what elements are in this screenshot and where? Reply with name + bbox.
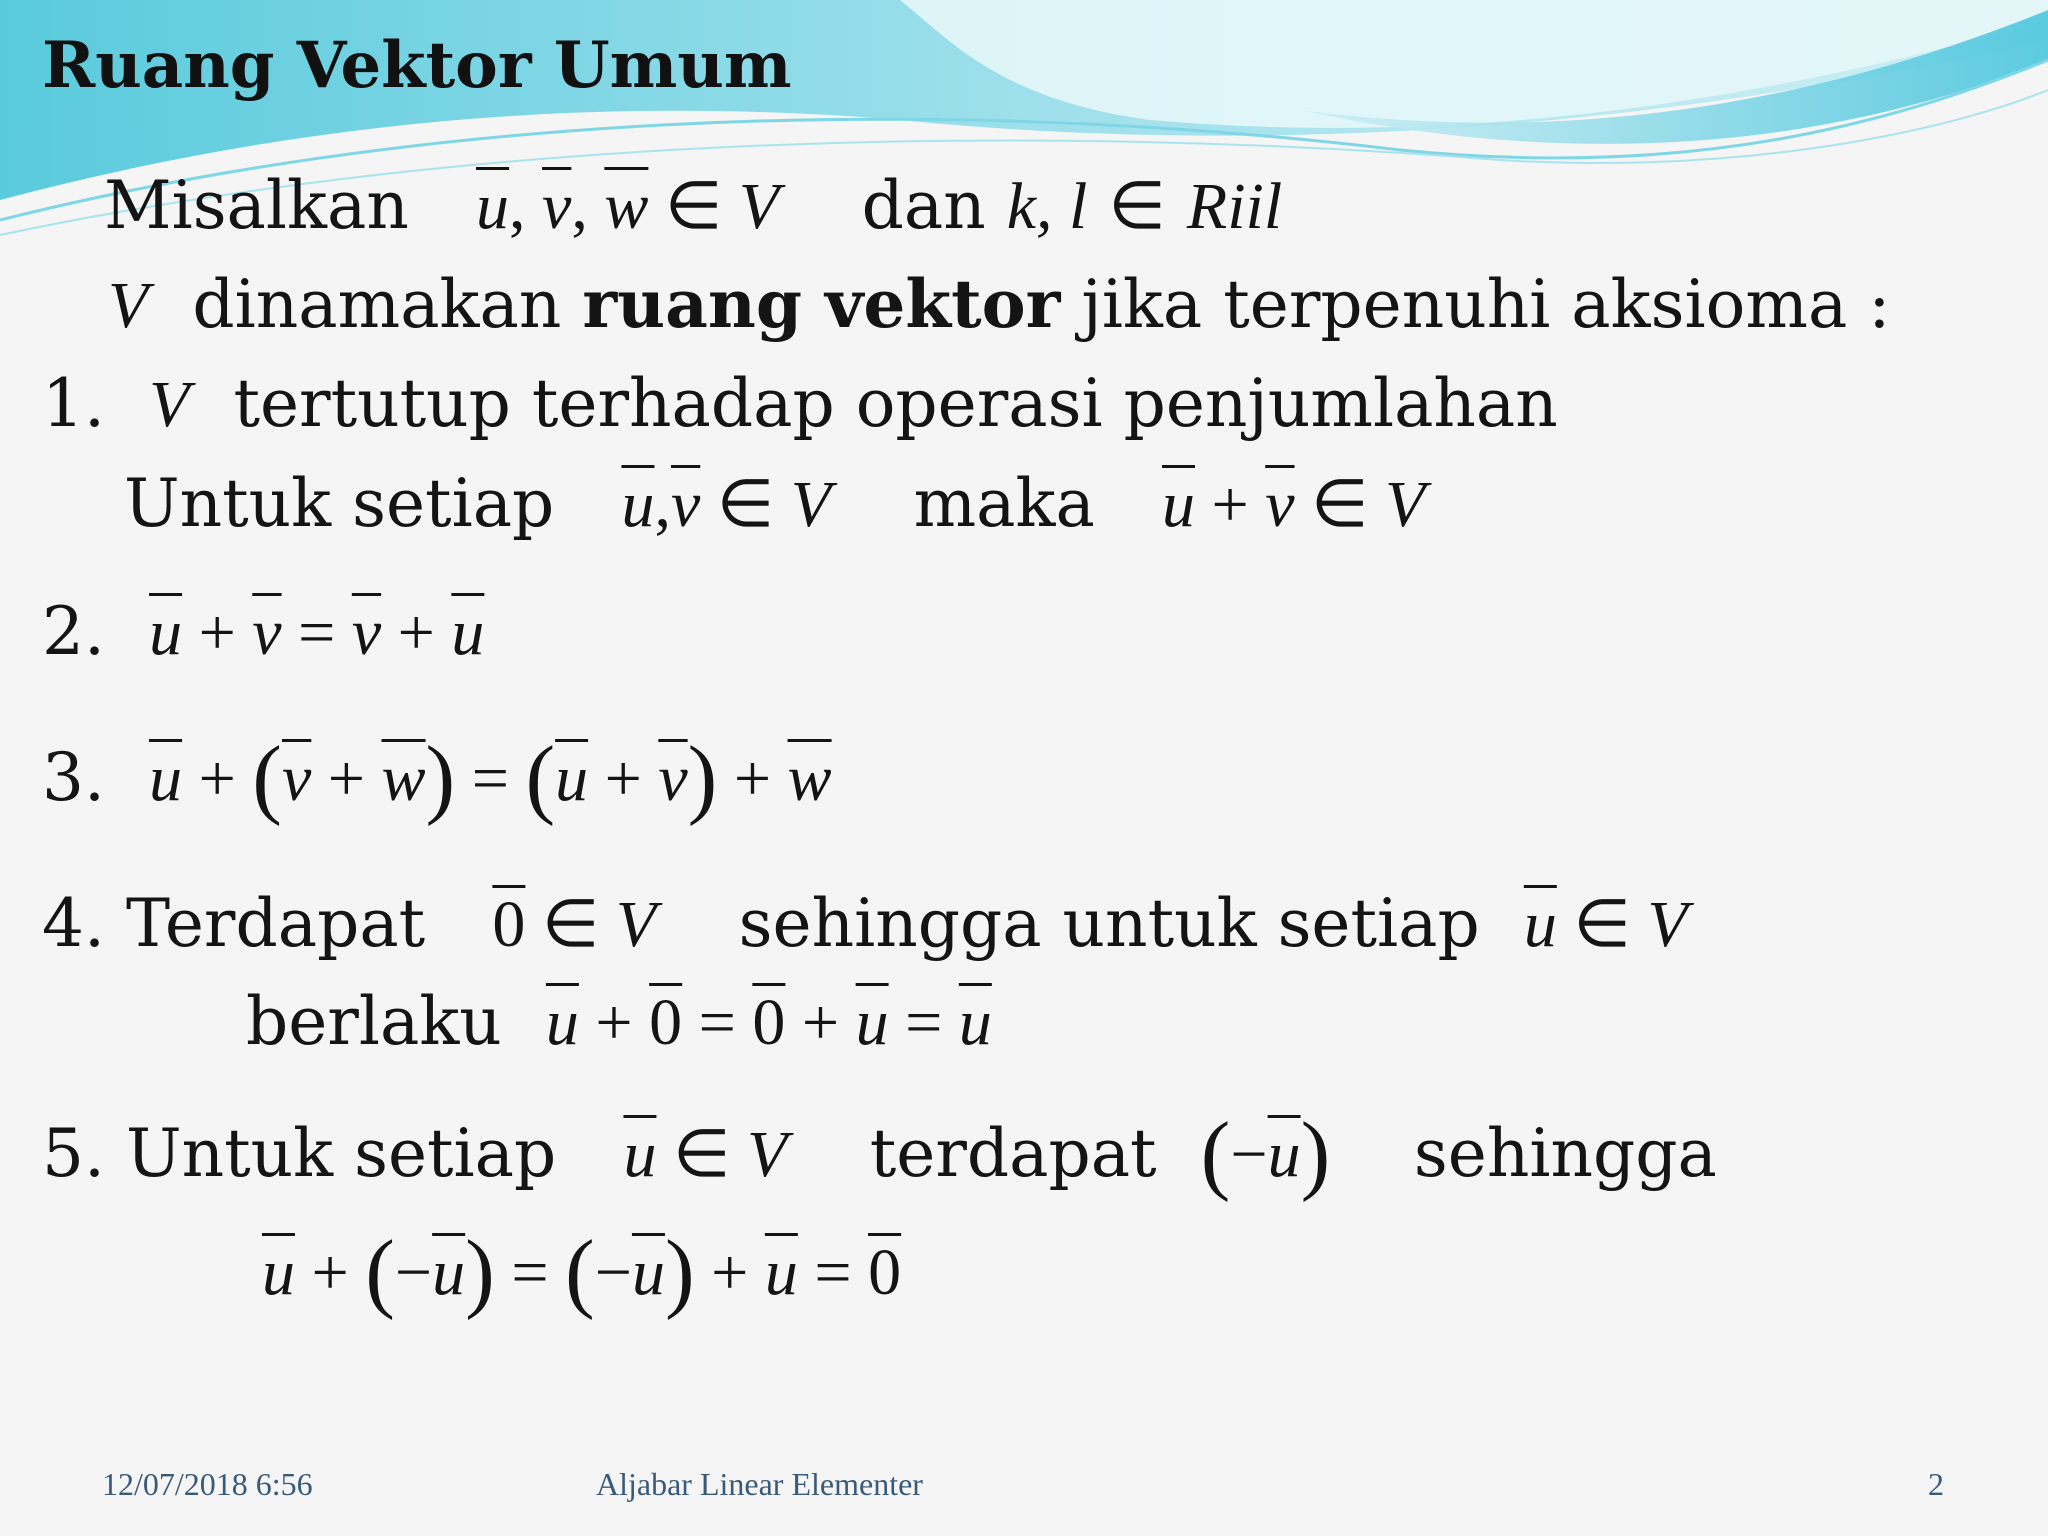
intro-word-dan: dan	[861, 167, 986, 244]
footer-course: Aljabar Linear Elementer	[596, 1466, 923, 1502]
math-identity: $\overline{u} + 0 = 0 + \overline{u} = \overline{u}$	[545, 986, 992, 1059]
axiom-3: 3. $\overline{u} + (\overline{v} + \overline{w}) = (\overline{u} + \overline{v}) + \overline{w}$	[42, 729, 832, 828]
axiom-4: 4. Terdapat 0 ∈ V sehingga untuk setiap $\overline{u}$ ∈ V	[42, 885, 1688, 962]
slide-title: Ruang Vektor Umum	[42, 28, 792, 103]
term-ruang-vektor: ruang vektor	[582, 265, 1061, 343]
math-riil: Riil	[1186, 170, 1283, 243]
footer-page-number: 2	[1928, 1466, 1944, 1502]
math-vectors-uvw: $\overline{u}$, $\overline{v}$, $\overline{w}$ ∈ V	[476, 170, 778, 243]
math-scalars-kl: k, l	[1006, 170, 1088, 243]
intro-line-1: Misalkan $\overline{u}$, $\overline{v}$, $\overline{w}$ ∈ V dan k, l ∈ Riil	[104, 167, 1283, 244]
intro-word-misalkan: Misalkan	[104, 167, 409, 244]
axiom-1: 1. V tertutup terhadap operasi penjumlahan	[42, 365, 1558, 442]
axiom-5-detail	[262, 1223, 902, 1322]
axiom-5: 5. Untuk setiap $\overline{u}$ ∈ V terdapat $(-\overline{u})$ sehingga	[42, 1105, 1717, 1204]
intro-line-2: V dinamakan ruang vektor jika terpenuhi aksioma :	[108, 265, 1891, 343]
footer-date: 12/07/2018 6:56	[102, 1466, 313, 1502]
axiom-2: 2. $\overline{u} + \overline{v} = \overline{v} + \overline{u}$	[42, 593, 485, 670]
math-commutativity: $\overline{u} + \overline{v} = \overline{v} + \overline{u}$	[149, 596, 485, 669]
axiom-4-detail: berlaku $\overline{u} + 0 = 0 + \overline{u} = \overline{u}$	[246, 983, 992, 1060]
math-inverse: $\overline{u} + (-\overline{u}) = (-\overline{u}) + \overline{u} = 0$	[262, 1223, 902, 1322]
axiom-1-detail: Untuk setiap $\overline{u},\overline{v}$ ∈ V maka $\overline{u} + \overline{v}$ ∈ V	[124, 465, 1426, 542]
math-associativity: $\overline{u} + (\overline{v} + \overline{w}) = (\overline{u} + \overline{v}) + \overline{w}$	[149, 729, 832, 828]
